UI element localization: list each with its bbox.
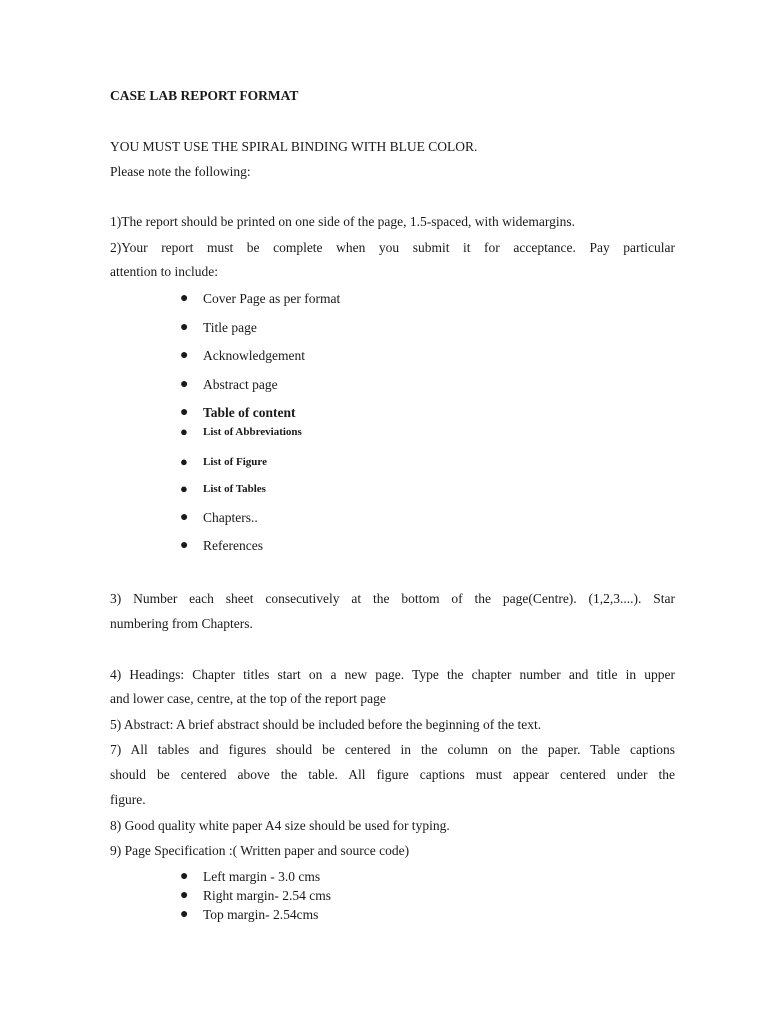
bullet-icon: ●: [180, 510, 189, 525]
item-7-line-2: should be centered above the table. All figure captions must appear centered under the: [110, 767, 675, 782]
item-4-line-2: and lower case, centre, at the top of the report page: [110, 691, 386, 706]
item-7-line-3: figure.: [110, 792, 146, 807]
bullet-icon: ●: [180, 424, 188, 439]
bullet-icon: ●: [180, 538, 189, 553]
list-item-label: Right margin- 2.54 cms: [203, 888, 331, 903]
intro-text: Please note the following:: [110, 164, 251, 179]
list-item-label: References: [203, 538, 263, 553]
bullet-icon: ●: [180, 377, 189, 392]
list-item-label: Acknowledgement: [203, 348, 305, 363]
list-item-label: Top margin- 2.54cms: [203, 907, 319, 922]
item-3-line-1: 3) Number each sheet consecutively at the bottom of the page(Centre). (1,2,3....). Star: [110, 591, 675, 606]
bullet-icon: ●: [180, 869, 189, 884]
bullet-icon: ●: [180, 907, 189, 922]
list-item-label: List of Abbreviations: [203, 426, 302, 438]
item-7-line-1: 7) All tables and figures should be centered in the column on the paper. Table captions: [110, 742, 675, 757]
item-3-line-2: numbering from Chapters.: [110, 616, 253, 631]
list-item-label: Left margin - 3.0 cms: [203, 869, 321, 884]
item-5: 5) Abstract: A brief abstract should be included before the beginning of the text.: [110, 717, 542, 732]
bullet-icon: ●: [180, 405, 189, 420]
item-1: 1)The report should be printed on one side of the page, 1.5-spaced, with widemargins.: [110, 214, 576, 229]
item-4-line-1: 4) Headings: Chapter titles start on a new page. Type the chapter number and title in upper: [110, 667, 675, 682]
item-9: 9) Page Specification :( Written paper and source code): [110, 843, 410, 858]
bullet-icon: ●: [180, 454, 188, 469]
list-item-label: List of Tables: [203, 483, 266, 495]
list-item-label: Title page: [203, 320, 257, 335]
list-item-label: Chapters..: [203, 510, 258, 525]
bullet-icon: ●: [180, 888, 189, 903]
item-2-line-2: attention to include:: [110, 264, 218, 279]
item-8: 8) Good quality white paper A4 size should be used for typing.: [110, 818, 450, 833]
binding-notice: YOU MUST USE THE SPIRAL BINDING WITH BLUE COLOR.: [110, 139, 478, 154]
list-item-label: Cover Page as per format: [203, 291, 341, 306]
bullet-icon: ●: [180, 348, 189, 363]
bullet-icon: ●: [180, 291, 189, 306]
list-item-label: Table of content: [203, 405, 296, 420]
bullet-icon: ●: [180, 320, 189, 335]
item-2-line-1: 2)Your report must be complete when you submit it for acceptance. Pay particular: [110, 240, 675, 255]
list-item-label: List of Figure: [203, 456, 267, 468]
bullet-icon: ●: [180, 481, 188, 496]
document-title: CASE LAB REPORT FORMAT: [110, 88, 299, 103]
list-item-label: Abstract page: [203, 377, 278, 392]
